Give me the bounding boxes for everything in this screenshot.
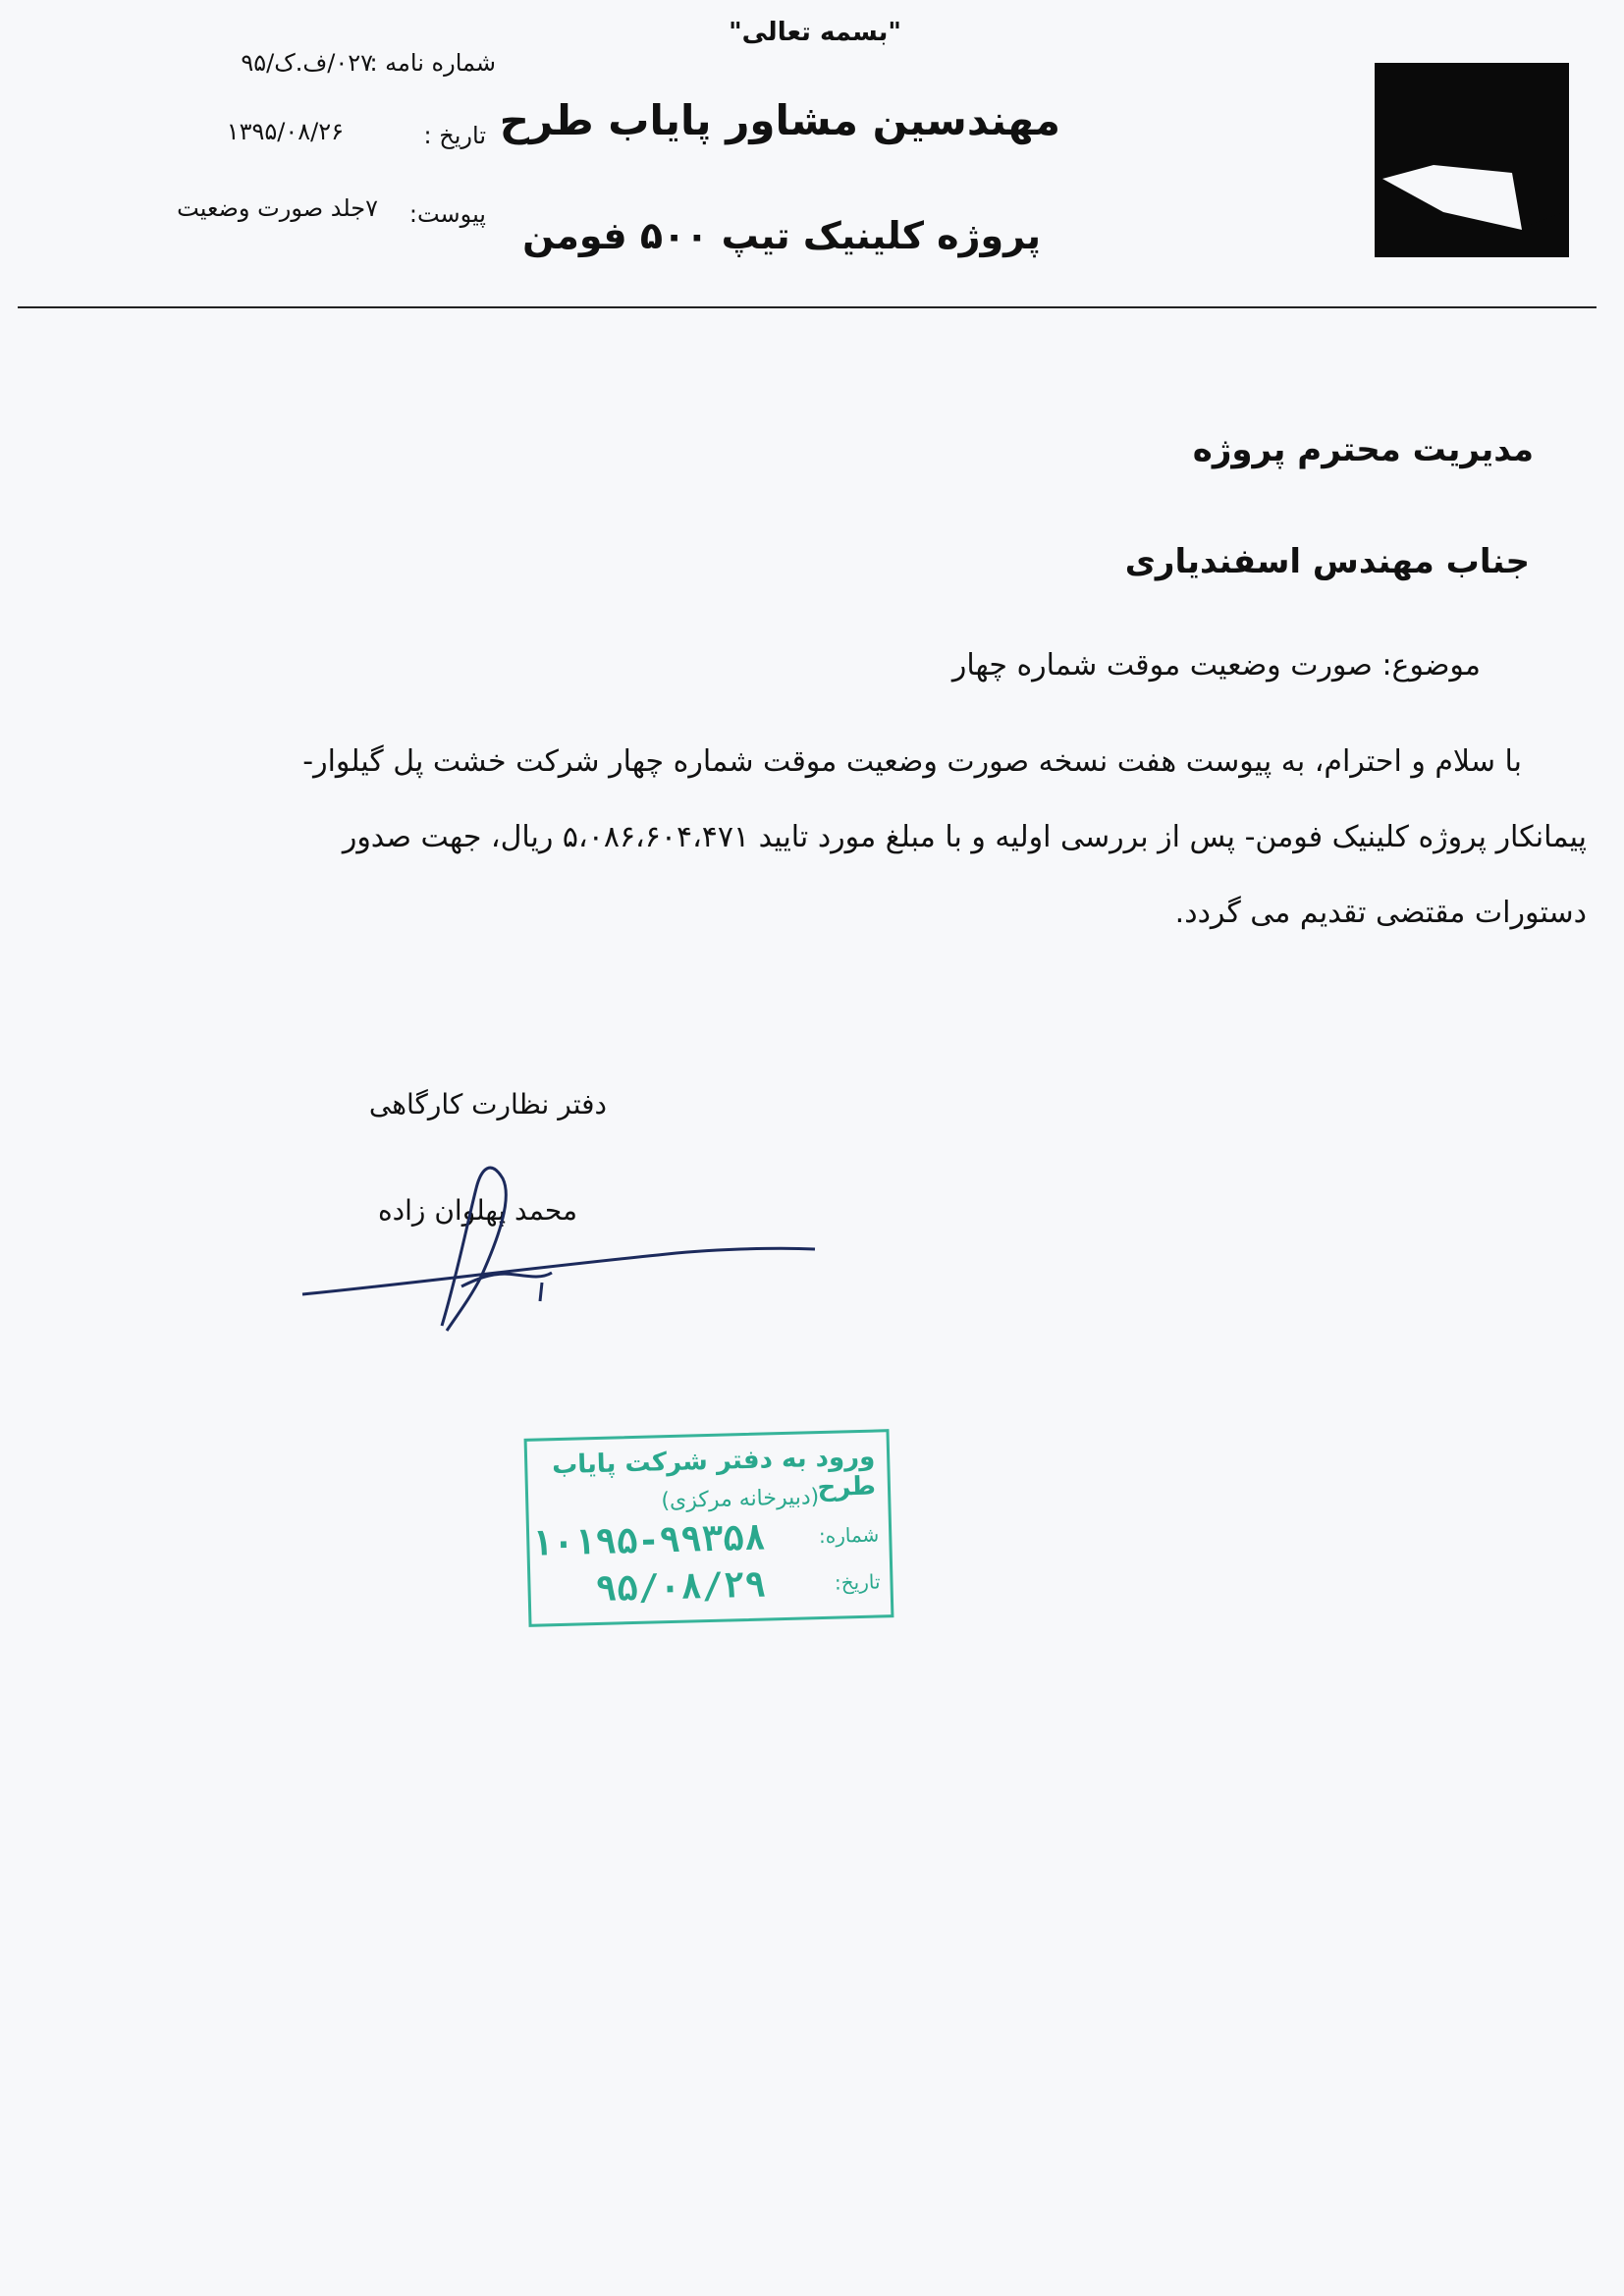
attachment-value: ۷جلد صورت وضعیت xyxy=(177,194,378,222)
stamp-date-value: ۹۵/۰۸/۲۹ xyxy=(595,1564,767,1611)
stamp-number-value: ۱۰۱۹۵-۹۹۳۵۸ xyxy=(530,1517,767,1564)
registration-stamp xyxy=(524,1429,894,1627)
body-line-2: پیمانکار پروژه کلینیک فومن- پس از بررسی اولیه و با مبلغ مورد تایید ۵،۰۸۶،۶۰۴،۴۷۱ ریال، جهت صدور xyxy=(342,820,1587,854)
stamp-title: ورود به دفتر شرکت پایاب طرح xyxy=(551,1442,877,1503)
project-title: پروژه کلینیک تیپ ۵۰۰ فومن xyxy=(522,214,1041,257)
recipient-line-2: جناب مهندس اسفندیاری xyxy=(1124,542,1530,581)
header-divider xyxy=(18,306,1597,308)
body-line-1: با سلام و احترام، به پیوست هفت نسخه صورت وضعیت موقت شماره چهار شرکت خشت پل گیلوار- xyxy=(302,744,1522,779)
attachment-label: پیوست: xyxy=(408,200,486,228)
subject-line: موضوع: صورت وضعیت موقت شماره چهار xyxy=(951,648,1481,683)
stamp-date-label: تاریخ: xyxy=(834,1569,881,1595)
bismillah: "بسمه تعالی" xyxy=(729,18,901,47)
recipient-line-1: مدیریت محترم پروژه xyxy=(1192,430,1534,469)
date-value: ۱۳۹۵/۰۸/۲۶ xyxy=(226,118,344,145)
signature-office: دفتر نظارت کارگاهی xyxy=(368,1088,607,1121)
company-logo xyxy=(1375,63,1569,257)
company-name: مهندسین مشاور پایاب طرح xyxy=(499,96,1060,144)
letter-number-value: ۰۲۷/ف.ک/۹۵ xyxy=(241,49,373,77)
letter-number-label: شماره نامه : xyxy=(369,49,496,77)
date-label: تاریخ : xyxy=(423,122,486,149)
body-line-3: دستورات مقتضی تقدیم می گردد. xyxy=(1174,896,1587,930)
signature-name: محمد پهلوان زاده xyxy=(378,1194,577,1227)
stamp-subtitle: (دبیرخانه مرکزی) xyxy=(661,1485,820,1514)
stamp-number-label: شماره: xyxy=(818,1522,880,1549)
handwritten-signature xyxy=(285,1129,835,1345)
